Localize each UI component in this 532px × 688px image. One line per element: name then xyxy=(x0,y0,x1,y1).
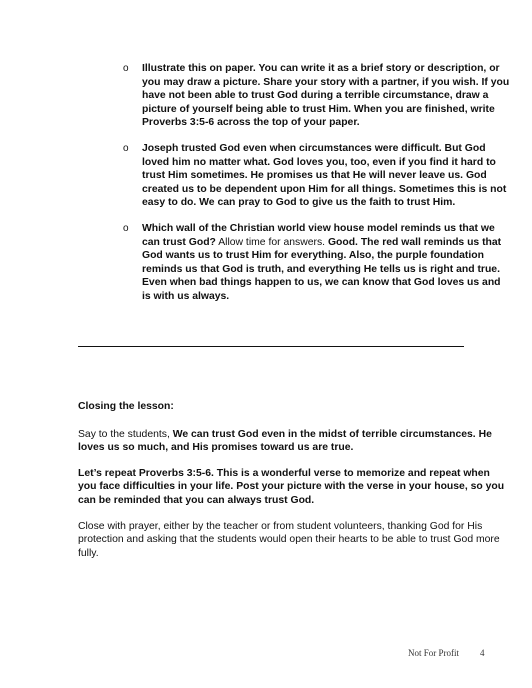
closing-section xyxy=(78,400,510,572)
bullet-item-worldview-wall xyxy=(122,222,510,304)
bullet-item-illustrate xyxy=(122,62,510,130)
closing-prayer-paragraph: Close with prayer, either by the teacher or from student volunteers, thanking God for His protection and asking that the students would open their hearts to be able to trust God more fully. xyxy=(78,520,500,559)
bullet-marker: o xyxy=(123,63,129,74)
closing-repeat-paragraph: Let’s repeat Proverbs 3:5-6. This is a wonderful verse to memorize and repeat when you face difficulties in your life. Post your picture with the verse in your house, so you can be reminded that you can always trust God. xyxy=(78,467,505,506)
closing-heading: Closing the lesson: xyxy=(78,401,174,412)
closing-say-prefix: Say to the students, xyxy=(78,428,173,440)
bullet-instruction-text: Allow time for answers. xyxy=(215,236,328,248)
bullet-item-joseph xyxy=(122,142,510,210)
closing-say-paragraph xyxy=(78,428,510,455)
section-divider xyxy=(78,346,464,347)
bullet-marker: o xyxy=(123,222,129,234)
page-number: 4 xyxy=(480,648,485,658)
bullet-marker: o xyxy=(123,142,129,154)
bullet-question-text: Which wall of the Christian world view house model reminds us that we can trust God? xyxy=(142,222,495,248)
closing-say-bold: We can trust God even in the midst of terrible circumstances. He loves us so much, and His promises toward us are true. xyxy=(78,428,492,454)
footer-text: Not For Profit xyxy=(408,648,460,658)
bullet-answer-text: Good. The red wall reminds us that God wants us to trust Him for everything. Also, the purple foundation reminds us that God is truth, and everything He tells us is right and true. Even when bad things happen to us, we can know that God loves us and is with us always. xyxy=(142,236,502,302)
activity-bullet-list xyxy=(122,62,510,316)
bullet-text: Illustrate this on paper. You can write it as a brief story or description, or you may draw a picture. Share your story with a partner, if you wish. If you have not been able to trust God during a terrible circumstance, draw a picture of yourself being able to trust Him. When you are finished, write Proverbs 3:5-6 across the top of your paper. xyxy=(142,63,510,129)
bullet-text: Joseph trusted God even when circumstances were difficult. But God loved him no matter what. God loves you, too, even if you find it hard to trust Him sometimes. He promises us that He will never leave us. God created us to be dependent upon Him for all things. Sometimes this is not easy to do. We can pray to God to give us the faith to trust Him. xyxy=(142,142,507,209)
